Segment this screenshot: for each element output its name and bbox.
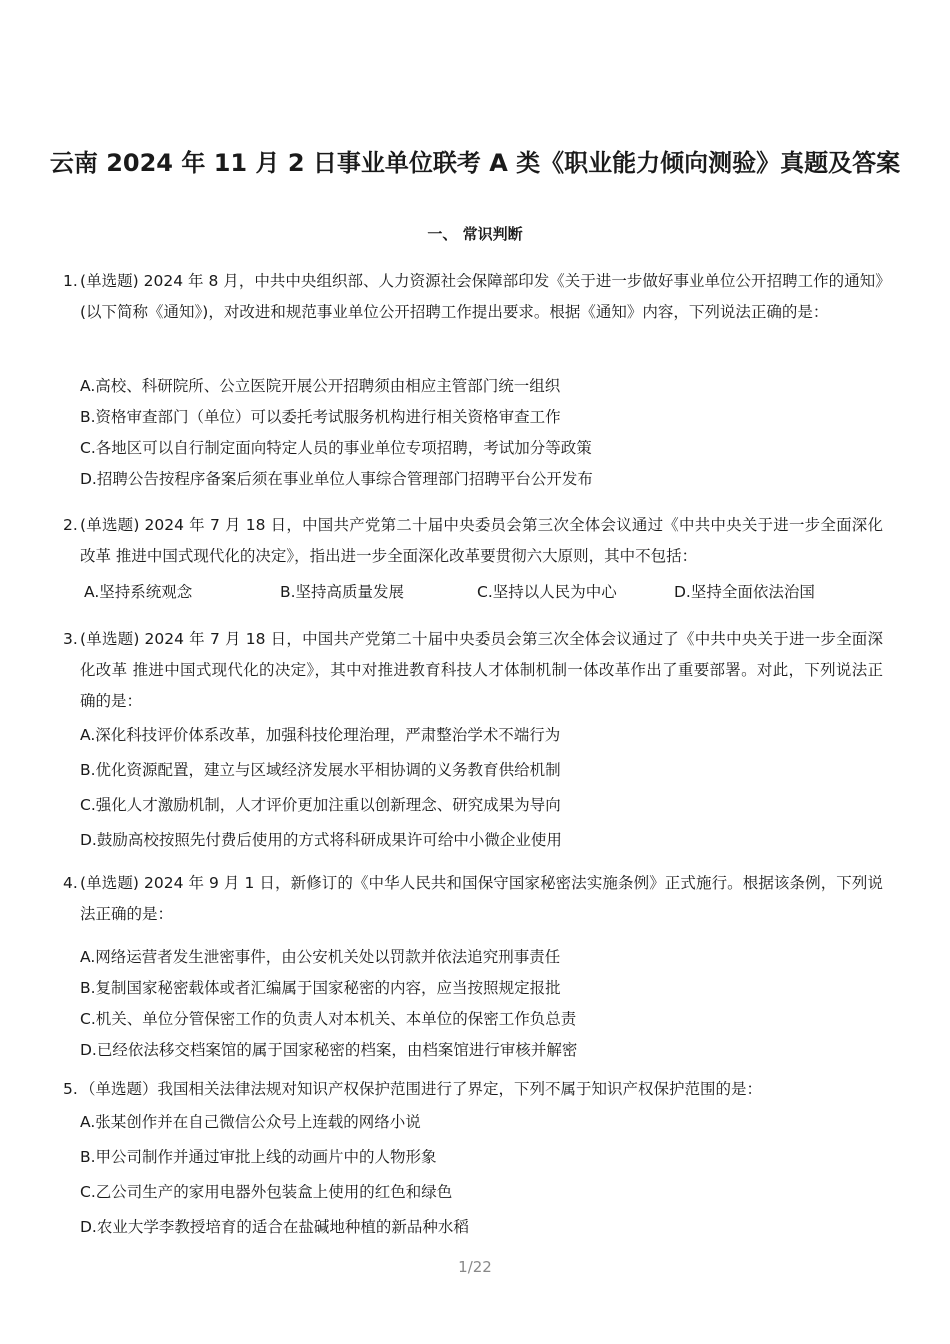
option-a: A.坚持系统观念 bbox=[84, 583, 193, 601]
question-3 bbox=[63, 624, 883, 717]
option-d: D.鼓励高校按照先付费后使用的方式将科研成果许可给中小微企业使用 bbox=[80, 831, 562, 849]
question-number: 1. bbox=[63, 272, 78, 290]
option-d: D.招聘公告按程序备案后须在事业单位人事综合管理部门招聘平台公开发布 bbox=[80, 470, 593, 488]
question-stem: (单选题) 2024 年 9 月 1 日，新修订的《中华人民共和国保守国家秘密法实施条例》正式施行。根据该条例，下列说法正确的是： bbox=[80, 874, 883, 923]
option-b: B.坚持高质量发展 bbox=[280, 583, 405, 601]
question-4 bbox=[63, 868, 883, 930]
question-stem: (单选题) 2024 年 7 月 18 日，中国共产党第二十届中央委员会第三次全体会议通过了《中共中央关于进一步全面深化改革 推进中国式现代化的决定》，其中对推进教育科技人才体制机制一体改革作出了重要部署。对此，下列说法正确的是： bbox=[80, 630, 883, 710]
question-1 bbox=[63, 266, 883, 328]
option-a: A.深化科技评价体系改革，加强科技伦理治理，严肃整治学术不端行为 bbox=[80, 726, 561, 744]
option-d: D.已经依法移交档案馆的属于国家秘密的档案，由档案馆进行审核并解密 bbox=[80, 1041, 578, 1059]
option-d: D.农业大学李教授培育的适合在盐碱地种植的新品种水稻 bbox=[80, 1218, 469, 1236]
option-a: A.张某创作并在自己微信公众号上连载的网络小说 bbox=[80, 1113, 421, 1131]
document-title: 云南 2024 年 11 月 2 日事业单位联考 A 类《职业能力倾向测验》真题及答案 bbox=[49, 149, 901, 177]
question-stem: (单选题) 2024 年 7 月 18 日，中国共产党第二十届中央委员会第三次全体会议通过《中共中央关于进一步全面深化改革 推进中国式现代化的决定》，指出进一步全面深化改革要贯彻六大原则，其中不包括： bbox=[80, 516, 883, 565]
option-a: A.网络运营者发生泄密事件，由公安机关处以罚款并依法追究刑事责任 bbox=[80, 948, 561, 966]
question-number: 3. bbox=[63, 630, 78, 648]
page-indicator: 1/22 bbox=[458, 1258, 492, 1276]
question-5 bbox=[63, 1074, 883, 1105]
option-a: A.高校、科研院所、公立医院开展公开招聘须由相应主管部门统一组织 bbox=[80, 377, 561, 395]
question-stem: （单选题）我国相关法律法规对知识产权保护范围进行了界定，下列不属于知识产权保护范围的是： bbox=[80, 1080, 763, 1098]
option-c: C.强化人才激励机制，人才评价更加注重以创新理念、研究成果为导向 bbox=[80, 796, 561, 814]
question-2 bbox=[63, 510, 883, 572]
option-b: B.优化资源配置，建立与区域经济发展水平相协调的义务教育供给机制 bbox=[80, 761, 561, 779]
question-number: 5. bbox=[63, 1080, 78, 1098]
option-c: C.机关、单位分管保密工作的负责人对本机关、本单位的保密工作负总责 bbox=[80, 1010, 577, 1028]
option-c: C.各地区可以自行制定面向特定人员的事业单位专项招聘，考试加分等政策 bbox=[80, 439, 592, 457]
option-c: C.坚持以人民为中心 bbox=[477, 583, 617, 601]
question-number: 4. bbox=[63, 874, 78, 892]
question-stem: (单选题) 2024 年 8 月，中共中央组织部、人力资源社会保障部印发《关于进一步做好事业单位公开招聘工作的通知》(以下简称《通知》)，对改进和规范事业单位公开招聘工作提出要求。根据《通知》内容，下列说法正确的是： bbox=[80, 272, 883, 321]
option-b: B.资格审查部门（单位）可以委托考试服务机构进行相关资格审查工作 bbox=[80, 408, 561, 426]
option-b: B.甲公司制作并通过审批上线的动画片中的人物形象 bbox=[80, 1148, 437, 1166]
section-heading: 一、 常识判断 bbox=[427, 225, 523, 243]
option-c: C.乙公司生产的家用电器外包装盒上使用的红色和绿色 bbox=[80, 1183, 453, 1201]
option-b: B.复制国家秘密载体或者汇编属于国家秘密的内容，应当按照规定报批 bbox=[80, 979, 561, 997]
question-number: 2. bbox=[63, 516, 78, 534]
option-d: D.坚持全面依法治国 bbox=[674, 583, 815, 601]
